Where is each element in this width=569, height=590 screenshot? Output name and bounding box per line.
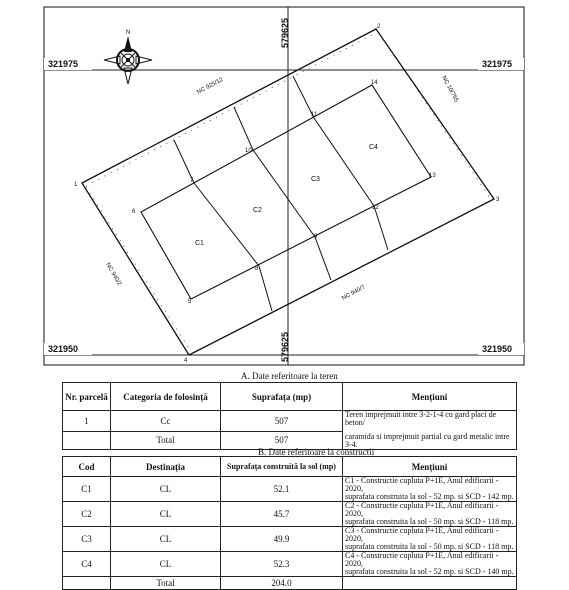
point-1: 1 bbox=[74, 182, 78, 188]
constructii-header-destinatia: Destinația bbox=[111, 457, 221, 477]
point-10: 10 bbox=[245, 148, 252, 154]
point-11: 11 bbox=[311, 112, 318, 118]
teren-categoria: Cc bbox=[111, 411, 221, 432]
building-label-c1: C1 bbox=[195, 240, 204, 247]
constructii-header-row bbox=[63, 457, 517, 477]
constructii-header-mentiuni: Mențiuni bbox=[343, 457, 517, 477]
constructii-suprafata: 49.9 bbox=[221, 527, 343, 552]
constructii-total-value: 204.0 bbox=[221, 577, 343, 590]
point-5: 5 bbox=[188, 299, 192, 305]
constructii-total-empty bbox=[63, 577, 111, 590]
coord-right-bottom: 321950 bbox=[482, 344, 513, 354]
neighbor-label-east: NC 10/765 bbox=[440, 75, 459, 104]
teren-total-label: Total bbox=[111, 431, 221, 449]
neighbor-label-west: NC 940/2 bbox=[104, 262, 123, 287]
coord-left-bottom: 321950 bbox=[48, 344, 79, 354]
teren-section-title: A. Date referitoare la teren bbox=[241, 371, 338, 381]
table-row bbox=[63, 527, 517, 552]
table-row bbox=[63, 552, 517, 577]
teren-header-row bbox=[63, 383, 517, 411]
neighbor-label-south: NC 940/7 bbox=[341, 284, 367, 302]
constructii-mentiuni bbox=[343, 527, 517, 552]
point-8: 8 bbox=[255, 266, 259, 272]
teren-mentiuni-line-2: caramida si imprejmuit partial cu gard metalic intre 3-4. bbox=[345, 432, 510, 449]
table-row bbox=[63, 411, 517, 432]
point-14: 14 bbox=[371, 80, 378, 86]
north-arrow-icon bbox=[104, 30, 152, 84]
teren-header-nr: Nr. parcelă bbox=[63, 383, 111, 411]
constructii-mentiuni bbox=[343, 477, 517, 502]
constructii-suprafata: 52.1 bbox=[221, 477, 343, 502]
point-12: 12 bbox=[372, 205, 379, 211]
constructii-cod: C4 bbox=[63, 552, 111, 577]
constructii-table bbox=[62, 456, 517, 590]
constructii-cod: C1 bbox=[63, 477, 111, 502]
mentiuni-line-2: suprafata construita la sol - 50 mp. si SCD - 118 mp. bbox=[345, 542, 514, 551]
teren-mentiuni bbox=[343, 411, 517, 450]
mentiuni-line-2: suprafata construita la sol - 50 mp. si SCD - 118 mp. bbox=[345, 517, 514, 526]
table-row bbox=[63, 477, 517, 502]
mentiuni-line-2: suprafata construita la sol - 52 mp. si SCD - 140 mp. bbox=[345, 567, 514, 576]
constructii-destinatia: CL bbox=[111, 527, 221, 552]
constructii-mentiuni bbox=[343, 502, 517, 527]
constructii-header-suprafata: Suprafața construită la sol (mp) bbox=[221, 457, 343, 477]
constructii-section-title: B. Date referitoare la constructii bbox=[258, 447, 375, 457]
coord-bottom-vertical: 579625 bbox=[280, 331, 290, 362]
constructii-header-cod: Cod bbox=[63, 457, 111, 477]
constructii-total-mentiuni bbox=[343, 577, 517, 590]
constructii-destinatia: CL bbox=[111, 552, 221, 577]
teren-header-mentiuni: Mențiuni bbox=[343, 383, 517, 411]
buildings-outline bbox=[141, 85, 431, 299]
constructii-mentiuni bbox=[343, 552, 517, 577]
point-4: 4 bbox=[184, 358, 188, 364]
building-label-c4: C4 bbox=[369, 144, 378, 151]
mentiuni-line-1: C2 - Constructie cupluta P+1E, Anul edificarii - 2020, bbox=[345, 501, 499, 518]
mentiuni-line-1: C1 - Constructie cupluta P+1E, Anul edificarii - 2020, bbox=[345, 476, 499, 493]
teren-suprafata: 507 bbox=[221, 411, 343, 432]
north-label: N bbox=[126, 30, 131, 36]
teren-header-suprafata: Suprafața (mp) bbox=[221, 383, 343, 411]
teren-total-value: 507 bbox=[221, 431, 343, 449]
coord-left-top: 321975 bbox=[48, 59, 79, 69]
building-label-c3: C3 bbox=[311, 176, 320, 183]
point-13: 13 bbox=[429, 173, 436, 179]
point-2: 2 bbox=[377, 24, 381, 30]
point-6: 6 bbox=[132, 209, 136, 215]
building-label-c2: C2 bbox=[253, 207, 262, 214]
teren-total-nr bbox=[63, 431, 111, 449]
constructii-suprafata: 45.7 bbox=[221, 502, 343, 527]
table-row bbox=[63, 577, 517, 590]
constructii-suprafata: 52.3 bbox=[221, 552, 343, 577]
point-7: 7 bbox=[190, 178, 194, 184]
constructii-cod: C2 bbox=[63, 502, 111, 527]
point-3: 3 bbox=[496, 197, 500, 203]
mentiuni-line-1: C3 - Constructie cupluta P+1E, Anul edificarii - 2020, bbox=[345, 526, 499, 543]
point-9: 9 bbox=[314, 234, 318, 240]
mentiuni-line-1: C4 - Constructie cupluta P+1E, Anul edificarii - 2020, bbox=[345, 551, 499, 568]
table-row bbox=[63, 502, 517, 527]
teren-mentiuni-line-1: Teren imprejmuit intre 3-2-1-4 cu gard placi de beton/ bbox=[345, 410, 497, 427]
neighbor-label-north: NC 925/12 bbox=[196, 77, 225, 96]
coord-right-top: 321975 bbox=[482, 59, 513, 69]
teren-table bbox=[62, 382, 517, 450]
teren-nr: 1 bbox=[63, 411, 111, 432]
constructii-destinatia: CL bbox=[111, 502, 221, 527]
constructii-cod: C3 bbox=[63, 527, 111, 552]
coord-top-vertical: 579625 bbox=[280, 17, 290, 48]
teren-header-categoria: Categoria de folosință bbox=[111, 383, 221, 411]
constructii-destinatia: CL bbox=[111, 477, 221, 502]
mentiuni-line-2: suprafata construita la sol - 52 mp. si SCD - 142 mp. bbox=[345, 492, 514, 501]
constructii-total-label: Total bbox=[111, 577, 221, 590]
plan-frame bbox=[44, 7, 524, 365]
